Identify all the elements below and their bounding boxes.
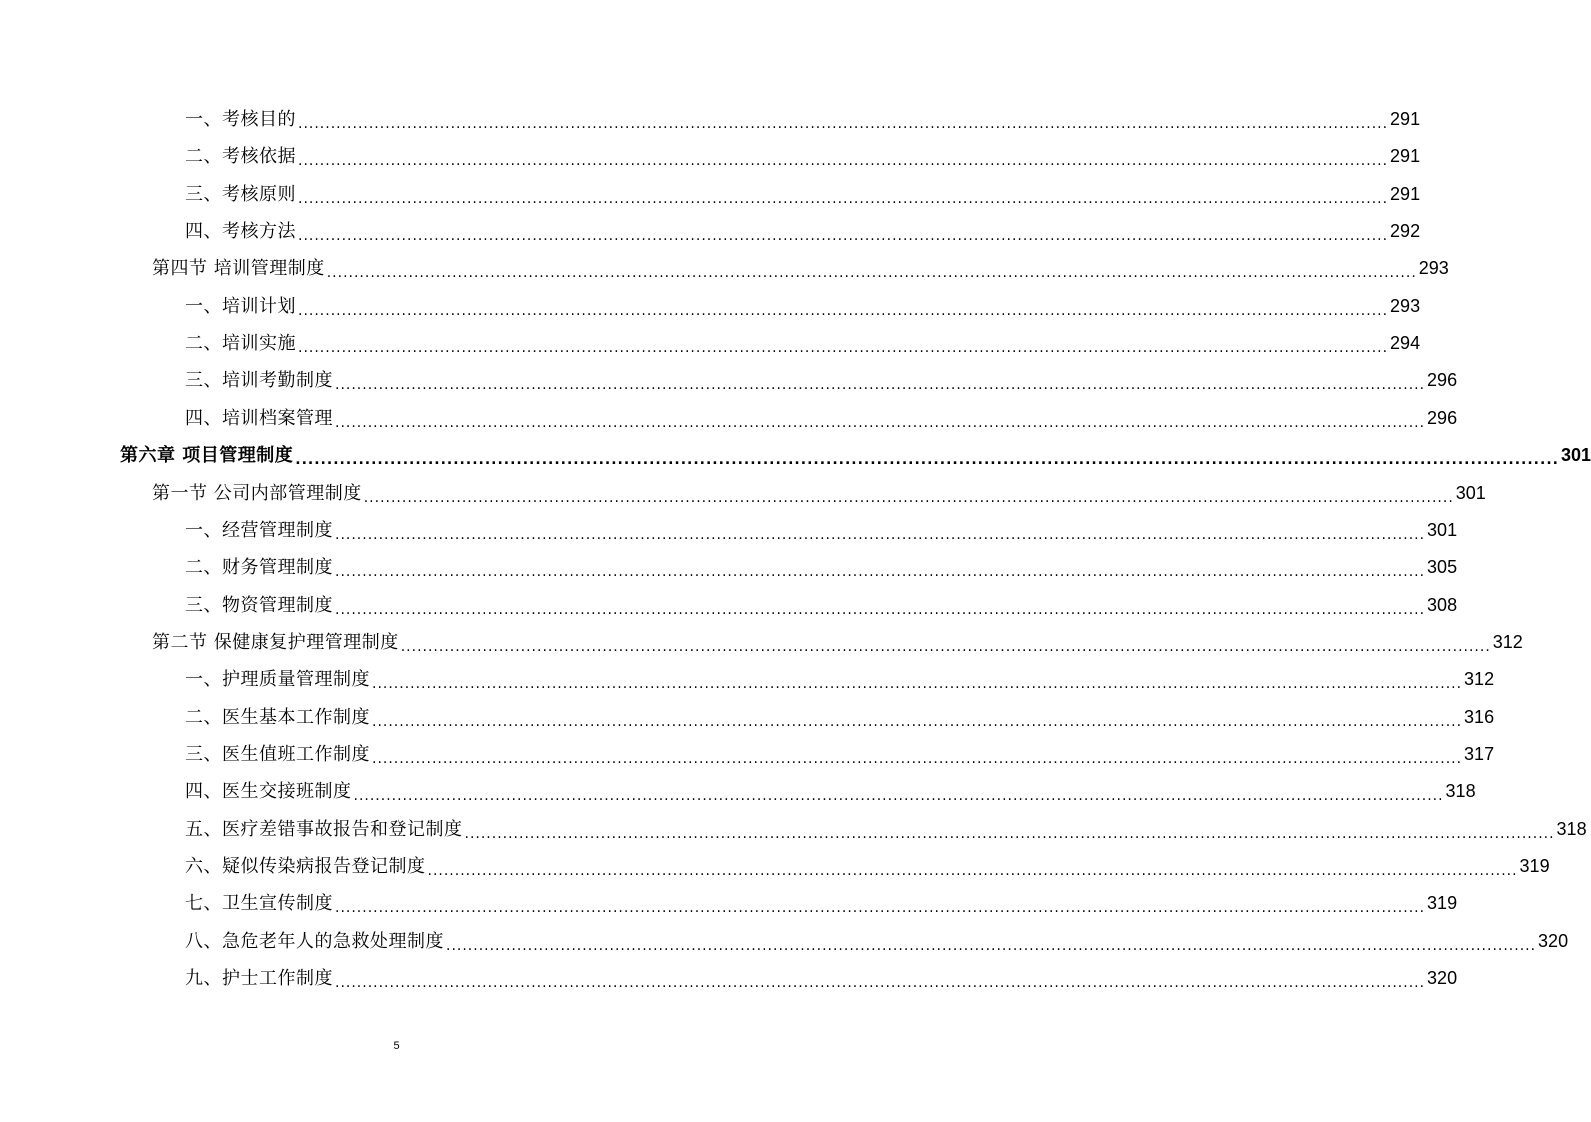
toc-section[interactable] <box>152 250 1449 287</box>
toc-entry-page: 308 <box>1427 594 1458 615</box>
toc-entry-label: 一、护理质量管理制度 <box>185 669 370 691</box>
dot-leader: ........................................................................................................................................................................................................ <box>335 377 1426 394</box>
toc-entry[interactable] <box>185 885 1458 922</box>
page-number: 5 <box>393 1040 400 1052</box>
toc-entry-page: 301 <box>1427 519 1458 540</box>
toc-entry[interactable] <box>185 400 1458 437</box>
toc-entry-label: 三、医生值班工作制度 <box>185 743 370 765</box>
toc-entry[interactable] <box>185 923 1569 960</box>
toc-entry-page: 292 <box>1390 221 1421 242</box>
toc-entry-page: 296 <box>1427 407 1458 428</box>
dot-leader: ........................................................................................................................................................................................................ <box>298 340 1389 357</box>
toc-entry[interactable] <box>185 176 1421 213</box>
dot-leader: ........................................................................................................................................................................................................ <box>298 190 1389 207</box>
toc-entry[interactable] <box>185 101 1421 138</box>
toc-section-page: 301 <box>1455 482 1486 503</box>
toc-entry-label: 七、卫生宣传制度 <box>185 893 333 915</box>
dot-leader: ........................................................................................................................................................................................................ <box>295 452 1559 469</box>
toc-entry[interactable] <box>185 811 1587 848</box>
dot-leader: ........................................................................................................................................................................................................ <box>372 713 1463 730</box>
toc-entry-label: 二、财务管理制度 <box>185 557 333 579</box>
toc-entry-page: 319 <box>1427 893 1458 914</box>
dot-leader: ........................................................................................................................................................................................................ <box>363 489 1454 506</box>
toc-entry-label: 二、培训实施 <box>185 333 296 355</box>
dot-leader: ........................................................................................................................................................................................................ <box>400 638 1491 655</box>
toc-entry[interactable] <box>185 699 1495 736</box>
toc-section[interactable] <box>152 624 1523 661</box>
dot-leader: ........................................................................................................................................................................................................ <box>372 750 1463 767</box>
toc-entry-label: 九、护士工作制度 <box>185 968 333 990</box>
toc-section-label: 第四节 培训管理制度 <box>152 258 325 280</box>
toc-entry-page: 318 <box>1556 818 1587 839</box>
dot-leader: ........................................................................................................................................................................................................ <box>353 788 1444 805</box>
dot-leader: ........................................................................................................................................................................................................ <box>335 601 1426 618</box>
toc-entry[interactable] <box>185 325 1421 362</box>
toc-entry-label: 五、医疗差错事故报告和登记制度 <box>185 818 463 840</box>
toc-entry-page: 291 <box>1390 183 1421 204</box>
toc-entry[interactable] <box>185 288 1421 325</box>
toc-entry-label: 四、考核方法 <box>185 221 296 243</box>
toc-section[interactable] <box>152 475 1486 512</box>
toc-entry-page: 312 <box>1464 669 1495 690</box>
toc-entry-page: 317 <box>1464 743 1495 764</box>
toc-entry-label: 四、医生交接班制度 <box>185 781 352 803</box>
toc-entry[interactable] <box>185 512 1458 549</box>
toc-entry[interactable] <box>185 138 1421 175</box>
dot-leader: ........................................................................................................................................................................................................ <box>372 676 1463 693</box>
toc-entry-label: 二、考核依据 <box>185 146 296 168</box>
toc-entry[interactable] <box>185 848 1550 885</box>
toc-entry-page: 296 <box>1427 370 1458 391</box>
toc-entry-label: 八、急危老年人的急救处理制度 <box>185 930 444 952</box>
dot-leader: ........................................................................................................................................................................................................ <box>446 937 1537 954</box>
toc-entry-page: 291 <box>1390 146 1421 167</box>
toc-entry-label: 三、培训考勤制度 <box>185 370 333 392</box>
dot-leader: ........................................................................................................................................................................................................ <box>335 526 1426 543</box>
toc-entry[interactable] <box>185 960 1458 997</box>
dot-leader: ........................................................................................................................................................................................................ <box>326 265 1417 282</box>
toc-entry-label: 三、物资管理制度 <box>185 594 333 616</box>
toc-entry[interactable] <box>185 773 1476 810</box>
toc-section-label: 第二节 保健康复护理管理制度 <box>152 631 399 653</box>
toc-section-page: 312 <box>1492 631 1523 652</box>
toc-entry-page: 291 <box>1390 109 1421 129</box>
dot-leader: ........................................................................................................................................................................................................ <box>335 975 1426 992</box>
toc-entry-page: 294 <box>1390 333 1421 354</box>
toc-entry[interactable] <box>185 213 1421 250</box>
toc-entry-page: 293 <box>1390 295 1421 316</box>
dot-leader: ........................................................................................................................................................................................................ <box>427 863 1518 879</box>
toc-entry[interactable] <box>185 661 1495 698</box>
dot-leader: ........................................................................................................................................................................................................ <box>298 116 1389 132</box>
toc-section-label: 第一节 公司内部管理制度 <box>152 482 362 504</box>
dot-leader: ........................................................................................................................................................................................................ <box>335 900 1426 917</box>
toc-entry-label: 三、考核原则 <box>185 183 296 205</box>
toc-entry-page: 305 <box>1427 557 1458 578</box>
toc-entry-label: 六、疑似传染病报告登记制度 <box>185 856 426 877</box>
toc-entry[interactable] <box>185 587 1458 624</box>
toc-entry-label: 一、考核目的 <box>185 109 296 130</box>
toc-chapter-label: 第六章 项目管理制度 <box>120 445 294 467</box>
toc-entry[interactable] <box>185 549 1458 586</box>
toc-entry-label: 二、医生基本工作制度 <box>185 706 370 728</box>
dot-leader: ........................................................................................................................................................................................................ <box>298 153 1389 170</box>
dot-leader: ........................................................................................................................................................................................................ <box>298 302 1389 319</box>
toc-entry-label: 一、经营管理制度 <box>185 519 333 541</box>
toc-entry-page: 320 <box>1538 930 1569 951</box>
toc-entry-label: 一、培训计划 <box>185 295 296 317</box>
dot-leader: ........................................................................................................................................................................................................ <box>298 228 1389 245</box>
toc-entry-label: 四、培训档案管理 <box>185 407 333 429</box>
toc-chapter[interactable] <box>120 437 1591 474</box>
toc-entry-page: 319 <box>1519 856 1550 876</box>
toc-chapter-page: 301 <box>1560 445 1591 466</box>
dot-leader: ........................................................................................................................................................................................................ <box>335 564 1426 581</box>
toc-entry-page: 318 <box>1445 781 1476 802</box>
toc-entry-page: 320 <box>1427 968 1458 989</box>
toc-entry[interactable] <box>185 362 1458 399</box>
dot-leader: ........................................................................................................................................................................................................ <box>464 825 1555 842</box>
toc-entry[interactable] <box>185 736 1495 773</box>
toc-entry-page: 316 <box>1464 706 1495 727</box>
dot-leader: ........................................................................................................................................................................................................ <box>335 414 1426 431</box>
toc-section-page: 293 <box>1418 258 1449 279</box>
